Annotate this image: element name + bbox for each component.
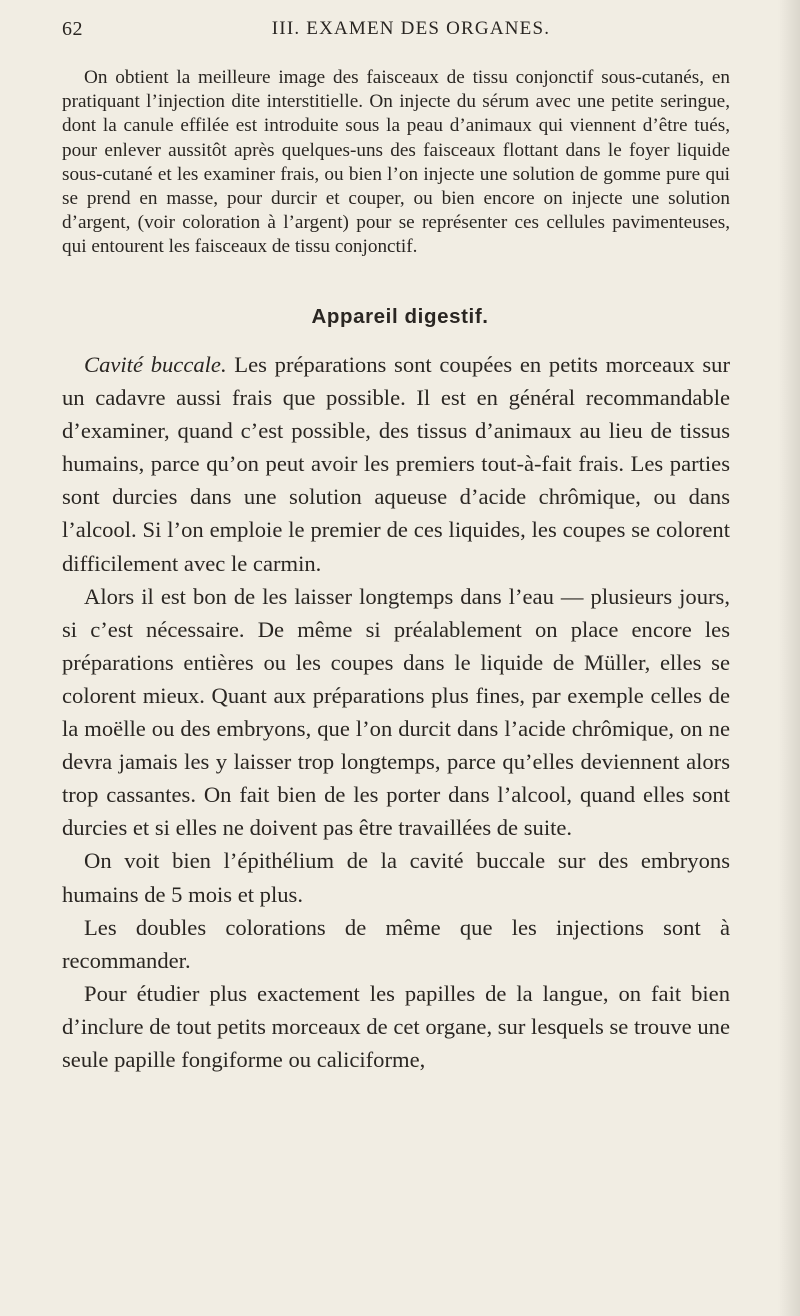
body-paragraph-3: On voit bien l’épithélium de la cavité buccale sur des embryons humains de 5 mois et plus. [62, 848, 730, 907]
page-number: 62 [62, 18, 83, 40]
body-paragraph-5: Pour étudier plus exactement les papilles de la langue, on fait bien d’inclure de tout petits morceaux de cet organe, sur lesquels se trouve une seule papille fongiforme ou caliciforme, [62, 980, 730, 1072]
running-title: III. EXAMEN DES ORGANES. [271, 18, 551, 39]
section-title: Appareil digestif. [311, 305, 489, 328]
intro-paragraph: On obtient la meilleure image des faisceaux de tissu conjonctif sous-cutanés, en pratiquant l’injection dite interstitielle. On injecte du sérum avec une petite seringue, dont la canule effilée est introduite sous la peau d’animaux qui viennent d’être tués, pour enlever aussitôt après quelques-uns des faisceaux flottant dans le foyer liquide sous-cutané et les examiner frais, ou bien l’on injecte une solution de gomme pure qui se prend en masse, pour durcir et couper, ou bien encore on injecte une solution d’argent, (voir coloration à l’argent) pour se représenter ces cellules pavimenteuses, qui entourent les faisceaux de tissu conjonctif. [62, 67, 730, 258]
body-paragraph-4: Les doubles colorations de même que les injections sont à recommander. [62, 914, 730, 973]
subheading: Cavité buccale. [84, 352, 227, 377]
intro-text-block [62, 66, 730, 260]
body-paragraph-2: Alors il est bon de les laisser longtemps dans l’eau — plusieurs jours, si c’est nécessaire. De même si préalablement on place encore les préparations entières ou les coupes dans le liquide de Müller, elles se colorent mieux. Quant aux préparations plus fines, par exemple celles de la moëlle ou des embryons, que l’on durcit dans l’acide chrômique, on ne devra jamais les y laisser trop longtemps, parce qu’elles deviennent alors trop cassantes. On fait bien de les porter dans l’alcool, quand elles sont durcies et si elles ne doivent pas être travaillées de suite. [62, 583, 730, 841]
page-header [62, 18, 740, 48]
body-paragraph-1 [62, 348, 730, 580]
page-edge-shadow [778, 0, 800, 1316]
first-paragraph-text: Les préparations sont coupées en petits morceaux sur un cadavre aussi frais que possible. Il est en général recommandable d’examiner, quand c’est possible, des tissus d’animaux au lieu de tissus humains, parce qu’on peut avoir les premiers tout-à-fait frais. Les parties sont durcies dans une solution aqueuse d’acide chrômique, ou dans l’alcool. Si l’on emploie le premier de ces liquides, les coupes se colorent difficilement avec le carmin. [62, 352, 730, 576]
body-text-block [62, 348, 730, 1076]
